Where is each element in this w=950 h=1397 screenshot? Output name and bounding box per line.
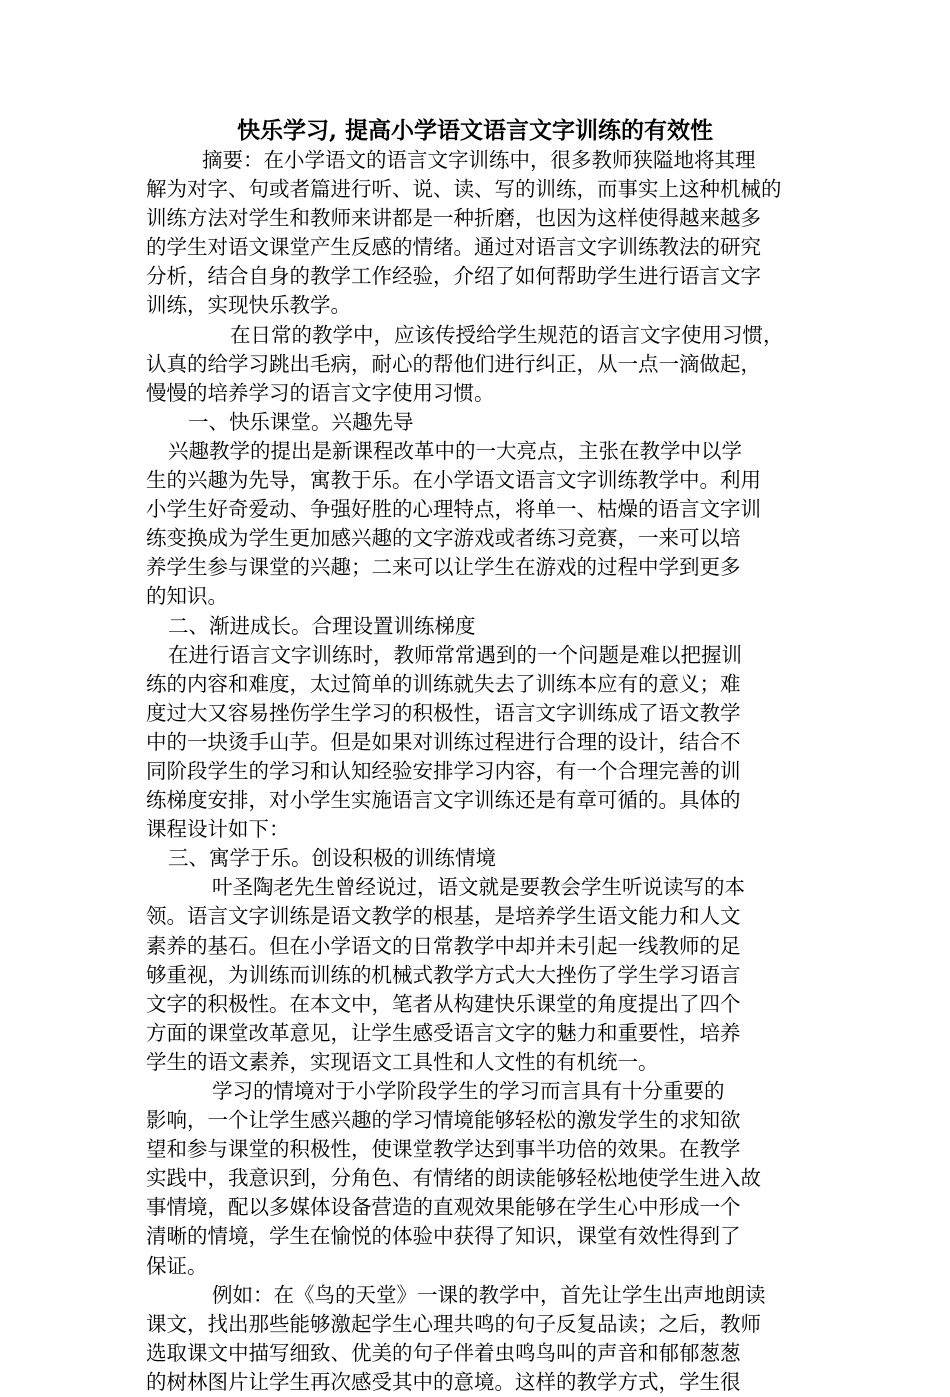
paragraph-line: 课程设计如下： <box>146 817 290 842</box>
abstract-line: 摘要：在小学语文的语言文字训练中，很多教师狭隘地将其理 <box>202 148 756 172</box>
paragraph-line: 学习的情境对于小学阶段学生的学习而言具有十分重要的 <box>212 1079 725 1103</box>
paragraph-line: 文字的积极性。在本文中，笔者从构建快乐课堂的角度提出了四个 <box>146 991 741 1016</box>
section-heading: 二、渐进成长。合理设置训练梯度 <box>168 613 476 638</box>
paragraph-line: 选取课文中描写细致、优美的句子伴着虫鸣鸟叫的声音和郁郁葱葱 <box>146 1340 741 1365</box>
paragraph-line: 兴趣教学的提出是新课程改革中的一大亮点，主张在教学中以学 <box>168 438 742 463</box>
section-heading: 三、寓学于乐。创设积极的训练情境 <box>168 846 496 871</box>
abstract-line: 训练，实现快乐教学。 <box>146 293 351 318</box>
paragraph-line: 例如：在《鸟的天堂》一课的教学中，首先让学生出声地朗读 <box>212 1282 766 1307</box>
paragraph-line: 望和参与课堂的积极性，使课堂教学达到事半功倍的效果。在教学 <box>146 1137 741 1162</box>
paragraph-line: 叶圣陶老先生曾经说过，语文就是要教会学生听说读写的本 <box>212 875 745 900</box>
section-heading: 一、快乐课堂。兴趣先导 <box>188 409 414 434</box>
paragraph-line: 素养的基石。但在小学语文的日常教学中却并未引起一线教师的足 <box>146 933 741 958</box>
paragraph-line: 在日常的教学中，应该传授给学生规范的语言文字使用习惯， <box>230 322 784 347</box>
paragraph-line: 领。语言文字训练是语文教学的根基，是培养学生语文能力和人文 <box>146 904 741 929</box>
paragraph-line: 的树林图片让学生再次感受其中的意境。这样的教学方式，学生很 <box>146 1369 741 1394</box>
paragraph-line: 练的内容和难度，太过简单的训练就失去了训练本应有的意义；难 <box>146 671 741 696</box>
paragraph-line: 同阶段学生的学习和认知经验安排学习内容，有一个合理完善的训 <box>146 758 741 783</box>
document-title: 快乐学习, 提高小学语文语言文字训练的有效性 <box>236 117 713 144</box>
paragraph-line: 生的兴趣为先导，寓教于乐。在小学语文语言文字训练教学中。利用 <box>146 468 761 493</box>
paragraph-line: 事情境，配以多媒体设备营造的直观效果能够在学生心中形成一个 <box>146 1195 741 1220</box>
abstract-line: 解为对字、句或者篇进行听、说、读、写的训练，而事实上这种机械的 <box>146 177 782 202</box>
paragraph-line: 在进行语言文字训练时，教师常常遇到的一个问题是难以把握训 <box>168 642 742 667</box>
paragraph-line: 练变换成为学生更加感兴趣的文字游戏或者练习竞赛，一来可以培 <box>146 526 741 551</box>
document-body <box>146 146 826 1397</box>
paragraph-line: 认真的给学习跳出毛病，耐心的帮他们进行纠正，从一点一滴做起， <box>146 351 761 376</box>
paragraph-line: 保证。 <box>146 1253 208 1278</box>
paragraph-line: 小学生好奇爱动、争强好胜的心理特点，将单一、枯燥的语言文字训 <box>146 497 761 522</box>
abstract-line: 训练方法对学生和教师来讲都是一种折磨，也因为这样使得越来越多 <box>146 206 761 231</box>
paragraph-line: 度过大又容易挫伤学生学习的积极性，语言文字训练成了语文教学 <box>146 700 741 725</box>
paragraph-line: 慢慢的培养学习的语言文字使用习惯。 <box>146 380 495 405</box>
paragraph-line: 养学生参与课堂的兴趣；二来可以让学生在游戏的过程中学到更多 <box>146 555 741 580</box>
paragraph-line: 练梯度安排，对小学生实施语言文字训练还是有章可循的。具体的 <box>146 788 741 813</box>
paragraph-line: 中的一块烫手山芋。但是如果对训练过程进行合理的设计，结合不 <box>146 729 741 754</box>
paragraph-line: 学生的语文素养，实现语文工具性和人文性的有机统一。 <box>146 1049 659 1074</box>
paragraph-line: 的知识。 <box>146 584 228 609</box>
abstract-line: 的学生对语文课堂产生反感的情绪。通过对语言文字训练教法的研究 <box>146 235 761 260</box>
paragraph-line: 清晰的情境，学生在愉悦的体验中获得了知识，课堂有效性得到了 <box>146 1224 741 1249</box>
abstract-line: 分析，结合自身的教学工作经验，介绍了如何帮助学生进行语言文字 <box>146 264 761 289</box>
paragraph-line: 课文，找出那些能够激起学生心理共鸣的句子反复品读；之后，教师 <box>146 1311 761 1336</box>
paragraph-line: 影响，一个让学生感兴趣的学习情境能够轻松的激发学生的求知欲 <box>146 1108 741 1133</box>
paragraph-line: 方面的课堂改革意见，让学生感受语言文字的魅力和重要性，培养 <box>146 1020 741 1045</box>
paragraph-line: 够重视，为训练而训练的机械式教学方式大大挫伤了学生学习语言 <box>146 962 741 987</box>
paragraph-line: 实践中，我意识到，分角色、有情绪的朗读能够轻松地使学生进入故 <box>146 1166 761 1191</box>
